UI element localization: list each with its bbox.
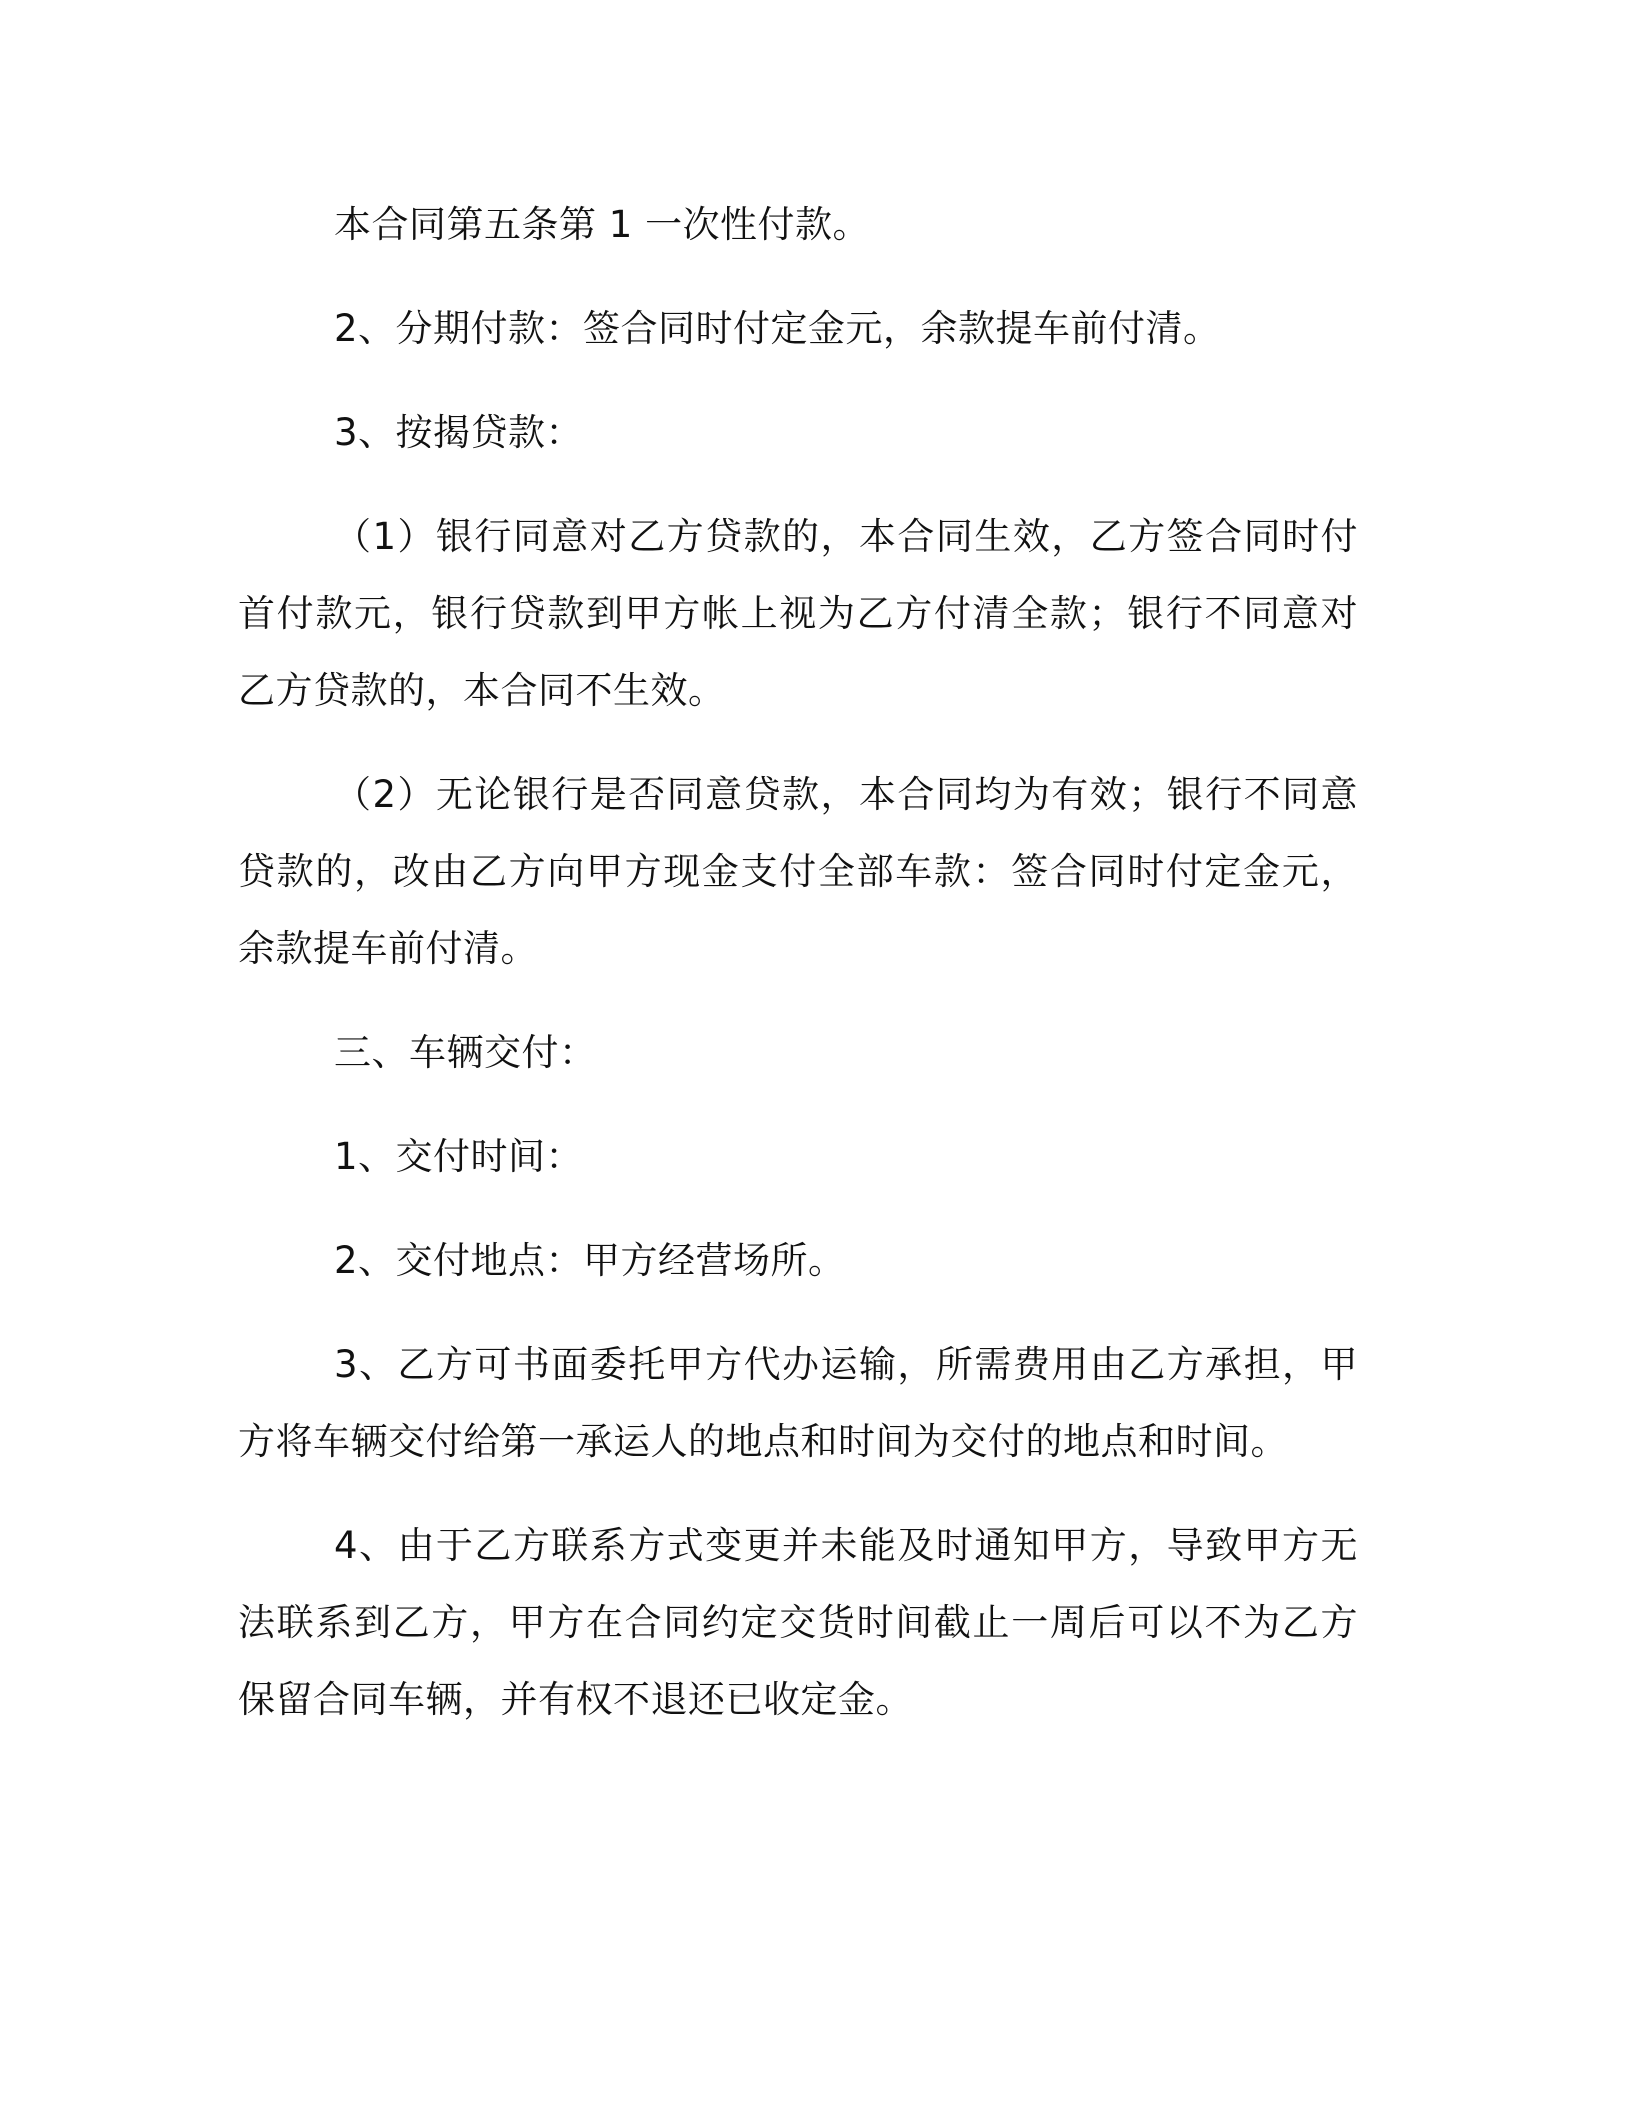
paragraph-transport-entrust: 3、乙方可书面委托甲方代办运输，所需费用由乙方承担，甲方将车辆交付给第一承运人的地点和时间为交付的地点和时间。 <box>238 1343 1358 1463</box>
document-body <box>238 186 1358 1765</box>
paragraph-lump-sum-payment: 本合同第五条第 1 一次性付款。 <box>334 203 871 246</box>
paragraph-delivery-place: 2、交付地点：甲方经营场所。 <box>334 1239 846 1282</box>
paragraph-delivery-time: 1、交付时间： <box>334 1135 584 1178</box>
paragraph-mortgage-loan: 3、按揭贷款： <box>334 411 584 454</box>
paragraph-loan-regardless: （2）无论银行是否同意贷款，本合同均为有效；银行不同意贷款的，改由乙方向甲方现金支付全部车款：签合同时付定金元，余款提车前付清。 <box>238 773 1358 970</box>
paragraph-installment-payment: 2、分期付款：签合同时付定金元，余款提车前付清。 <box>334 307 1221 350</box>
section-heading-vehicle-delivery: 三、车辆交付： <box>334 1031 597 1074</box>
paragraph-loan-approved: （1）银行同意对乙方贷款的，本合同生效，乙方签合同时付首付款元，银行贷款到甲方帐上视为乙方付清全款；银行不同意对乙方贷款的，本合同不生效。 <box>238 515 1358 712</box>
paragraph-contact-change: 4、由于乙方联系方式变更并未能及时通知甲方，导致甲方无法联系到乙方，甲方在合同约定交货时间截止一周后可以不为乙方保留合同车辆，并有权不退还已收定金。 <box>238 1524 1358 1721</box>
